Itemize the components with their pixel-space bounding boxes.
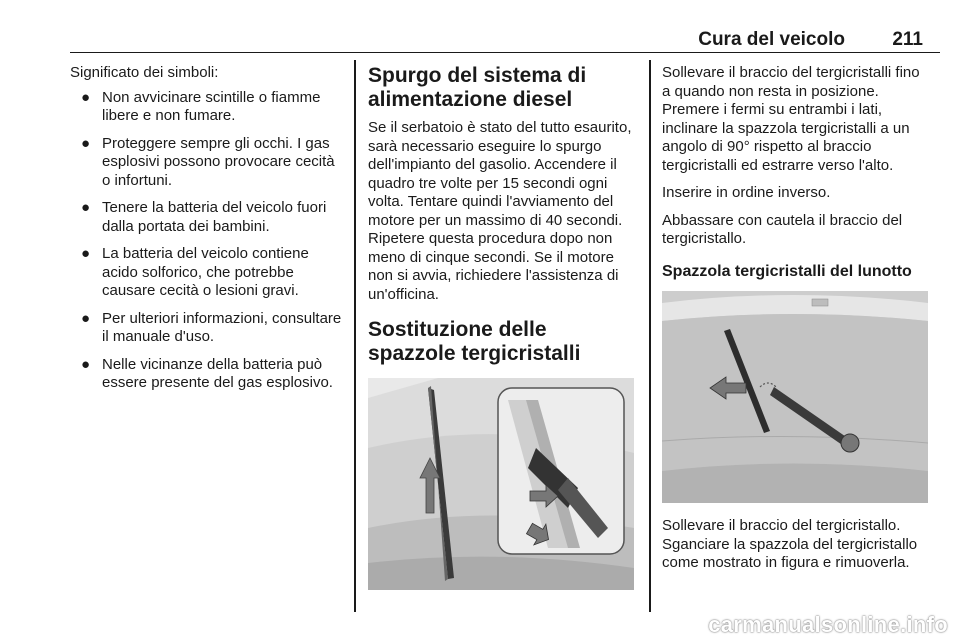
wiper-removal-text: Sollevare il braccio del tergicristalli fino a quando non resta in posizione. Premere i fermi su entrambi i lati, inclinare la spazzola tergicristalli a un angolo di 90° rispetto al braccio tergicristalli ed estrarre verso l'alto. — [662, 64, 920, 174]
rear-wiper-figure — [662, 291, 928, 503]
list-item: ● Tenere la batteria del veicolo fuori dalla portata dei bambini. — [81, 199, 327, 235]
diesel-bleeding-text: Se il serbatoio è stato del tutto esaurito, sarà necessario eseguire lo spurgo dell'impianto del gasolio. Accendere il quadro tre volte per 15 secondi ogni volta. Tentare quindi l'avviamento del motore per un massimo di 40 secondi. Ripetere questa procedura dopo non meno di cinque secondi. Se il motore non si avvia, richiedere l'assistenza di un'officina. — [368, 119, 632, 303]
column-2 — [368, 64, 634, 604]
list-item: ● Nelle vicinanze della batteria può essere presente del gas esplosivo. — [81, 355, 333, 391]
column-1 — [70, 64, 342, 402]
lower-arm-text: Abbassare con cautela il braccio del tergicristallo. — [662, 211, 903, 247]
section-title: Cura del veicolo — [698, 29, 845, 50]
column-divider — [354, 60, 356, 612]
rear-wiper-removal-text: Sollevare il braccio del tergicristallo. Sganciare la spazzola del tergicristallo come mostrato in figura e rimuoverla. — [662, 517, 918, 571]
list-item: ● Proteggere sempre gli occhi. I gas esplosivi possono provocare cecità o infortuni. — [81, 134, 335, 189]
wiper-replacement-heading: Sostituzione delle spazzole tergicristalli — [368, 318, 581, 365]
windscreen-wiper-figure — [368, 378, 634, 590]
symbols-intro: Significato dei simboli: — [70, 64, 219, 81]
bullet-icon: ● — [81, 355, 91, 373]
column-divider — [649, 60, 651, 612]
page-number: 211 — [892, 29, 923, 50]
bullet-icon: ● — [81, 309, 91, 327]
watermark: carmanualsonline.info — [708, 612, 948, 637]
column-3 — [662, 64, 928, 582]
bullet-icon: ● — [81, 134, 91, 152]
list-item: ● Non avvicinare scintille o fiamme libere e non fumare. — [81, 88, 321, 124]
list-item: ● Per ulteriori informazioni, consultare il manuale d'uso. — [81, 309, 342, 345]
list-item: ● La batteria del veicolo contiene acido solforico, che potrebbe causare cecità o lesioni gravi. — [81, 245, 309, 299]
bullet-icon: ● — [81, 199, 91, 216]
diesel-bleeding-heading: Spurgo del sistema di alimentazione diesel — [368, 64, 587, 111]
page-header — [70, 0, 940, 53]
bullet-icon: ● — [81, 245, 91, 262]
reverse-order-text: Inserire in ordine inverso. — [662, 184, 831, 201]
rear-wiper-heading: Spazzola tergicristalli del lunotto — [662, 262, 912, 280]
bullet-icon: ● — [81, 88, 91, 106]
symbols-list — [70, 89, 342, 393]
